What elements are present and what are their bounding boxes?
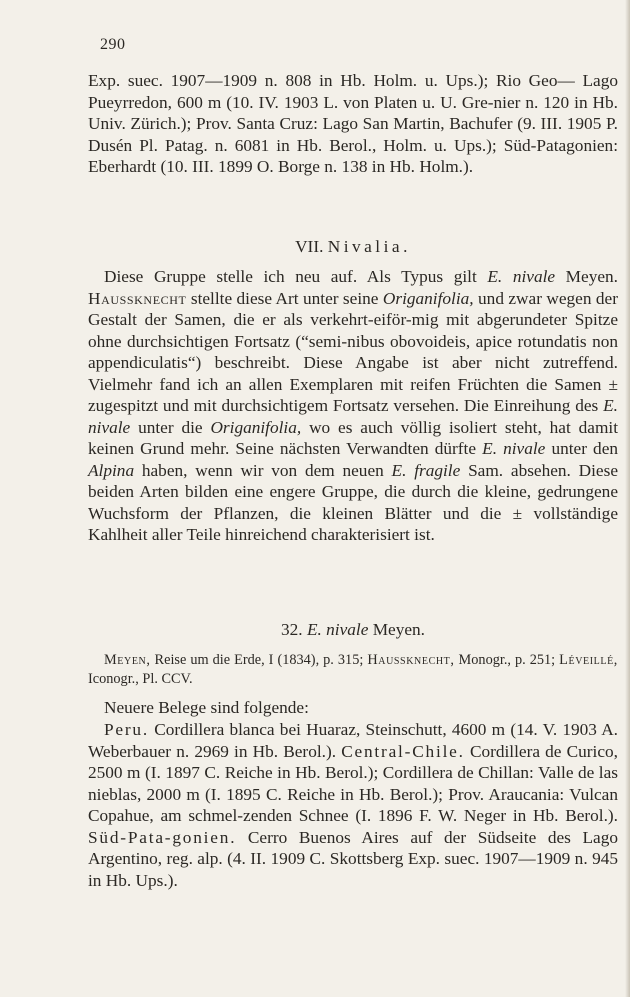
author-name: Meyen, [104, 652, 151, 668]
region-label: Süd-Pata-gonien. [88, 827, 237, 847]
page-number: 290 [100, 36, 126, 53]
literature-references: Meyen, Reise um die Erde, I (1834), p. 315; Haussknecht, Monogr., p. 251; Léveillé, Iconogr., Pl. CCV. [88, 652, 618, 687]
taxon-name: Alpina [88, 460, 135, 480]
taxon-name: E. nivale [482, 439, 546, 458]
species-number: 32. [281, 620, 303, 639]
taxon-name: E. nivale [487, 267, 556, 286]
species-name: E. nivale [306, 620, 369, 639]
species-author: Meyen. [372, 620, 425, 639]
region-label: Central-Chile. [341, 741, 465, 761]
region-label: Peru. [104, 720, 149, 739]
section-name: Nivalia. [327, 237, 411, 256]
taxon-name: Origanifolia, [210, 417, 302, 437]
author-name: Haussknecht, [367, 652, 455, 668]
section-numeral: VII. [295, 237, 324, 256]
species-heading [88, 620, 618, 640]
paragraph-text: Exp. suec. 1907—1909 n. 808 in Hb. Holm. u. Ups.); Rio Geo— Lago Pueyrredon, 600 m (10. IV. 1903 L. von Platen u. U. Gre-nier n. 120 in Hb. Univ. Zürich.); Prov. Santa Cruz: Lago San Martin, Bachufer (9. III. 1905 P. Dusén Pl. Patag. n. 6081 in Hb. Berol., Holm. u. Ups.); Süd-Patagonien: Eberhardt (10. III. 1899 O. Borge n. 138 in Hb. Holm.). [88, 71, 618, 176]
paragraph-continued-localities [88, 70, 618, 178]
specimen-records: Peru. Cordillera blanca bei Huaraz, Steinschutt, 4600 m (14. V. 1903 A. Weberbauer n. 2969 in Hb. Berol.). Central-Chile. Cordillera de Curico, 2500 m (I. 1897 C. Reiche in Hb. Berol.); Cordillera de Chillan: Valle de las nieblas, 2000 m (I. 1895 C. Reiche in Hb. Berol.); Prov. Araucania: Vulcan Copahue, am schmel-zenden Schnee (I. 1896 F. W. Neger in Hb. Berol.). Süd-Pata-gonien. Cerro Buenos Aires auf der Südseite des Lago Argentino, reg. alp. (4. II. 1909 C. Skottsberg Exp. suec. 1907—1909 n. 945 in Hb. Ups.). [88, 720, 618, 890]
section-heading [88, 237, 618, 257]
specimens-intro: Neuere Belege sind folgende: [104, 698, 309, 717]
taxon-name: E. nivale [88, 396, 618, 437]
paragraph-group-description: Diese Gruppe stelle ich neu auf. Als Typus gilt E. nivale Meyen. Haussknecht stellte diese Art unter seine Origanifolia, und zwar wegen der Gestalt der Samen, die er als verkehrt-eiför-mig mit abgerundeter Spitze ohne durchsichtigen Fortsatz (“semi-nibus obovoideis, apice rotundatis non appendiculatis“) beschreibt. Diese Angabe ist aber nicht zutreffend. Vielmehr fand ich an allen Exemplaren mit reifen Früchten die Samen ± zugespitzt und mit durchsichtigem Fortsatz versehen. Die Einreihung des E. nivale unter die Origanifolia, wo es auch völlig isoliert steht, hat damit keinen Grund mehr. Seine nächsten Verwandten dürfte E. nivale unter den Alpina haben, wenn wir von dem neuen E. fragile Sam. absehen. Diese beiden Arten bilden eine engere Gruppe, die durch die kleine, gedrungene Wuchsform der Pflanzen, die kleinen Blätter und die ± vollständige Kahlheit aller Teile hinreichend charakterisiert ist. [88, 267, 619, 544]
page-edge-shadow [625, 0, 630, 997]
taxon-name: E. fragile [391, 460, 461, 480]
author-name: Haussknecht [88, 288, 187, 308]
author-name: Léveillé, [559, 652, 618, 668]
taxon-name: Origanifolia, [382, 288, 474, 308]
